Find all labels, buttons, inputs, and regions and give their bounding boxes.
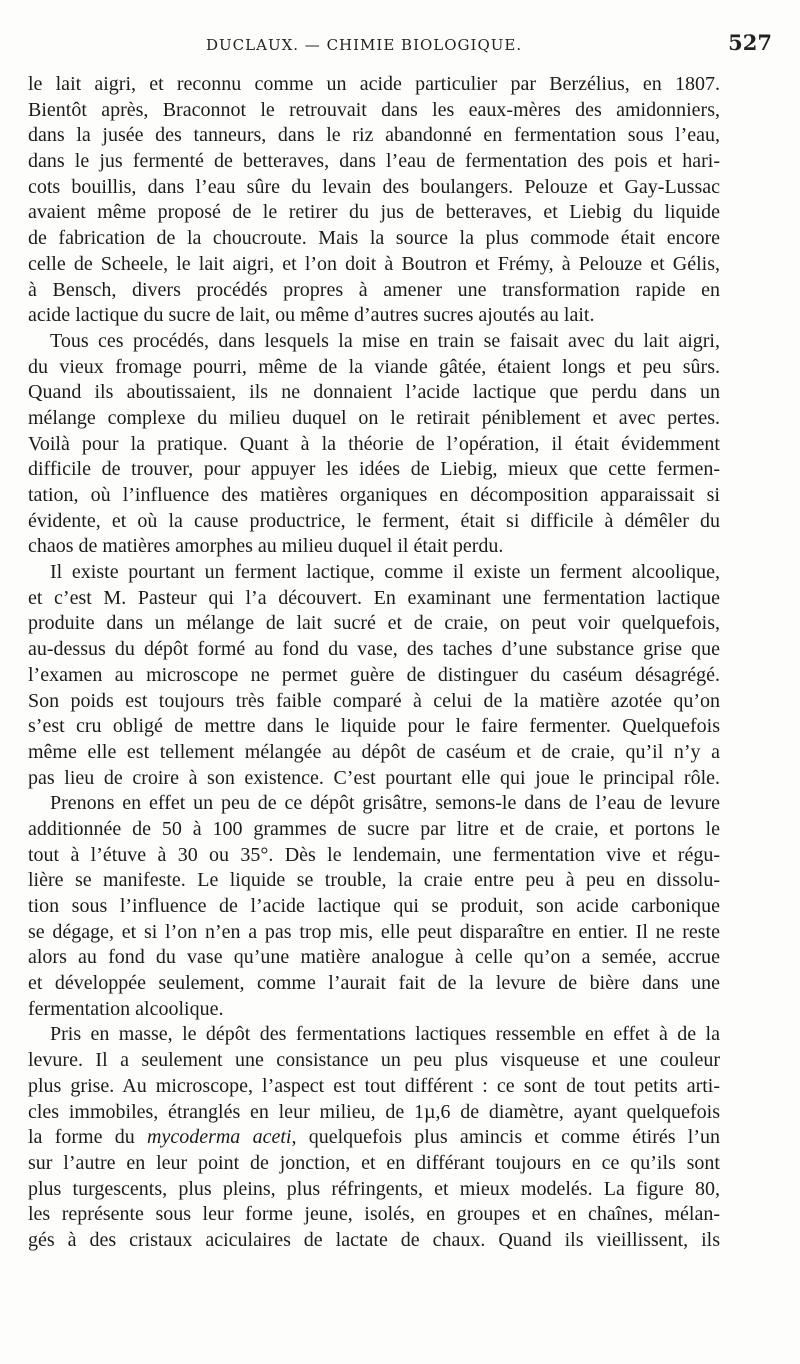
running-header	[28, 30, 772, 56]
text-line: cles immobiles, étranglés en leur milieu, de 1µ,6 de diamètre, ayant quelquefois	[28, 1100, 720, 1123]
text-line: et c’est M. Pasteur qui l’a découvert. En examinant une fermentation lactique	[28, 586, 720, 609]
text-line: Il existe pourtant un ferment lactique, comme il existe un ferment alcoolique,	[50, 561, 720, 584]
text-line: s’est cru obligé de mettre dans le liquide pour le faire fermenter. Quelquefois	[28, 715, 720, 738]
text-line: difficile de trouver, pour appuyer les idées de Liebig, mieux que cette fermen-	[28, 458, 720, 481]
text-line: tout à l’étuve à 30 ou 35°. Dès le lendemain, une fermentation vive et régu-	[28, 843, 720, 866]
text-line: tation, où l’influence des matières organiques en décomposition apparaissait si	[28, 484, 720, 506]
text-line: à Bensch, divers procédés propres à amener une transformation rapide en	[28, 278, 720, 301]
running-title: DUCLAUX. — CHIMIE BIOLOGIQUE.	[206, 36, 523, 54]
text-line: lière se manifeste. Le liquide se trouble, la craie entre peu à peu en dissolu-	[28, 869, 720, 892]
text-line: chaos de matières amorphes au milieu duquel il était perdu.	[28, 535, 504, 558]
text-line: évidente, et où la cause productrice, le ferment, était si difficile à démêler du	[28, 509, 720, 532]
text-line: Son poids est toujours très faible comparé à celui de la matière azotée qu’on	[28, 689, 720, 712]
text-line: l’examen au microscope ne permet guère de distinguer du caséum désagrégé.	[28, 663, 720, 686]
species-name: mycoderma aceti	[147, 1126, 292, 1149]
text-line: dans le jus fermenté de betteraves, dans l’eau de fermentation des pois et hari-	[28, 150, 720, 173]
text-line: Bientôt après, Braconnot le retrouvait dans les eaux-mères des amidonniers,	[28, 98, 720, 121]
text-line: Tous ces procédés, dans lesquels la mise en train se faisait avec du lait aigri,	[50, 329, 720, 352]
text-line: dans la jusée des tanneurs, dans le riz abandonné en fermentation sous l’eau,	[28, 124, 720, 147]
text-line: même elle est tellement mélangée au dépôt de caséum et de craie, qu’il n’y a	[28, 740, 720, 763]
text-line: le lait aigri, et reconnu comme un acide particulier par Berzélius, en 1807.	[28, 73, 720, 95]
text-line: Quand ils aboutissaient, ils ne donnaient l’acide lactique que perdu dans un	[28, 381, 720, 404]
text-line: et développée seulement, comme l’aurait fait de la levure de bière dans une	[28, 972, 720, 995]
text-line: avaient même proposé de le retirer du jus de betteraves, et Liebig du liquide	[28, 201, 720, 224]
text-line: mélange complexe du milieu duquel on le retirait péniblement et avec pertes.	[28, 406, 720, 429]
text-line: fermentation alcoolique.	[28, 997, 224, 1020]
text-line: Voilà pour la pratique. Quant à la théorie de l’opération, il était évidemment	[28, 432, 720, 455]
page-number: 527	[728, 30, 772, 55]
text-line: Pris en masse, le dépôt des fermentations lactiques ressemble en effet à de la	[50, 1023, 720, 1046]
text-line: plus grise. Au microscope, l’aspect est tout différent : ce sont de tout petits arti-	[28, 1074, 720, 1097]
text-line: gés à des cristaux aciculaires de lactate de chaux. Quand ils vieillissent, ils	[28, 1228, 720, 1251]
body-text	[28, 72, 720, 1254]
text-line: additionnée de 50 à 100 grammes de sucre par litre et de craie, et portons le	[28, 817, 720, 840]
text-line: au-dessus du dépôt formé au fond du vase, des taches d’une substance grise que	[28, 638, 720, 661]
text-line: Prenons en effet un peu de ce dépôt grisâtre, semons-le dans de l’eau de levure	[50, 792, 720, 815]
text-line: de fabrication de la choucroute. Mais la source la plus commode était encore	[28, 227, 720, 250]
text-line: tion sous l’influence de l’acide lactique qui se produit, son acide carbonique	[28, 895, 720, 917]
text-line: cots bouillis, dans l’eau sûre du levain des boulangers. Pelouze et Gay-Lussac	[28, 175, 720, 198]
text-line: acide lactique du sucre de lait, ou même d’autres sucres ajoutés au lait.	[28, 304, 595, 327]
text-line: alors au fond du vase qu’une matière analogue à celle qu’on a semée, accrue	[28, 946, 720, 969]
text-line: les représente sous leur forme jeune, isolés, en groupes et en chaînes, mélan-	[28, 1203, 720, 1226]
text-line: produite dans un mélange de lait sucré et de craie, on peut voir quelquefois,	[28, 612, 720, 635]
text-line: levure. Il a seulement une consistance un peu plus visqueuse et une couleur	[28, 1049, 720, 1072]
text-line: celle de Scheele, le lait aigri, et l’on doit à Boutron et Frémy, à Pelouze et Gélis,	[28, 252, 720, 275]
text-line: se dégage, et si l’on n’en a pas trop mis, elle peut disparaître en entier. Il ne reste	[28, 920, 720, 943]
text-line: sur l’autre en leur point de jonction, et en différant toujours en ce qu’ils sont	[28, 1151, 720, 1174]
text-line: du vieux fromage pourri, même de la viande gâtée, étaient longs et peu sûrs.	[28, 355, 720, 378]
text-line: pas lieu de croire à son existence. C’est pourtant elle qui joue le principal rôle.	[28, 766, 720, 789]
text-line: la forme du mycoderma aceti, quelquefois plus amincis et comme étirés l’un	[28, 1126, 720, 1149]
text-line: plus turgescents, plus pleins, plus réfringents, et mieux modelés. La figure 80,	[28, 1177, 720, 1200]
